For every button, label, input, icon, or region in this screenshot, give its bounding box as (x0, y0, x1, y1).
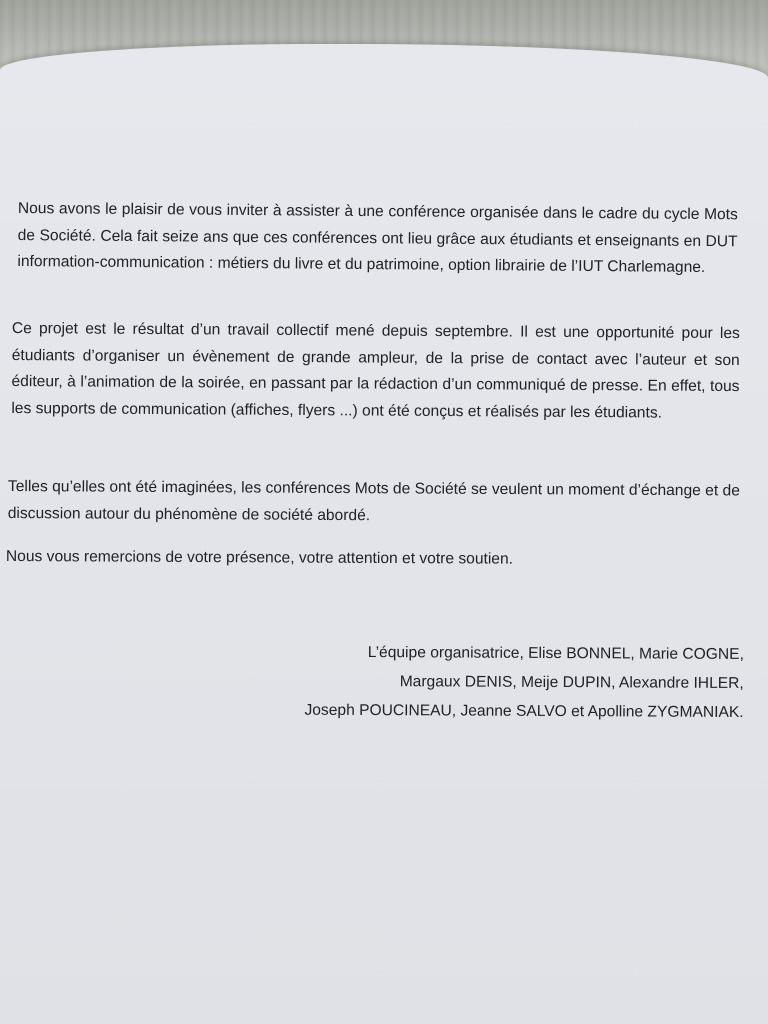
paragraph-invitation: Nous avons le plaisir de vous inviter à assister à une conférence organisée dans le cadre du cycle Mots de Société. Cela fait seize ans que ces conférences ont lieu grâce aux étudiants et enseignants en DUT information-communication : métiers du livre et du patrimoine, option librairie de l’IUT Charlemagne. (17, 199, 738, 277)
signature-line-1: L’équipe organisatrice, Elise BONNEL, Marie COGNE, (367, 644, 744, 663)
signature-block (184, 637, 744, 727)
paragraph-conferences: Telles qu’elles ont été imaginées, les conférences Mots de Société se veulent un moment d’échange et de discussion autour du phénomène de société abordé. (7, 477, 740, 524)
signature-line-3: Joseph POUCINEAU, Jeanne SALVO et Apolline ZYGMANIAK. (304, 701, 744, 721)
paper-sheet (0, 44, 768, 1024)
signature-line-2: Margaux DENIS, Meije DUPIN, Alexandre IHLER, (399, 673, 744, 692)
paragraph-project: Ce projet est le résultat d’un travail collectif mené depuis septembre. Il est une opportunité pour les étudiants d’organiser un évènement de grande ampleur, de la prise de contact avec l’auteur et son éditeur, à l’animation de la soirée, en passant par la rédaction d’un communiqué de presse. En effet, tous les supports de communication (affiches, flyers ...) ont été conçus et réalisés par les étudiants. (11, 319, 740, 422)
paragraph-thanks: Nous vous remercions de votre présence, votre attention et votre soutien. (5, 547, 514, 568)
